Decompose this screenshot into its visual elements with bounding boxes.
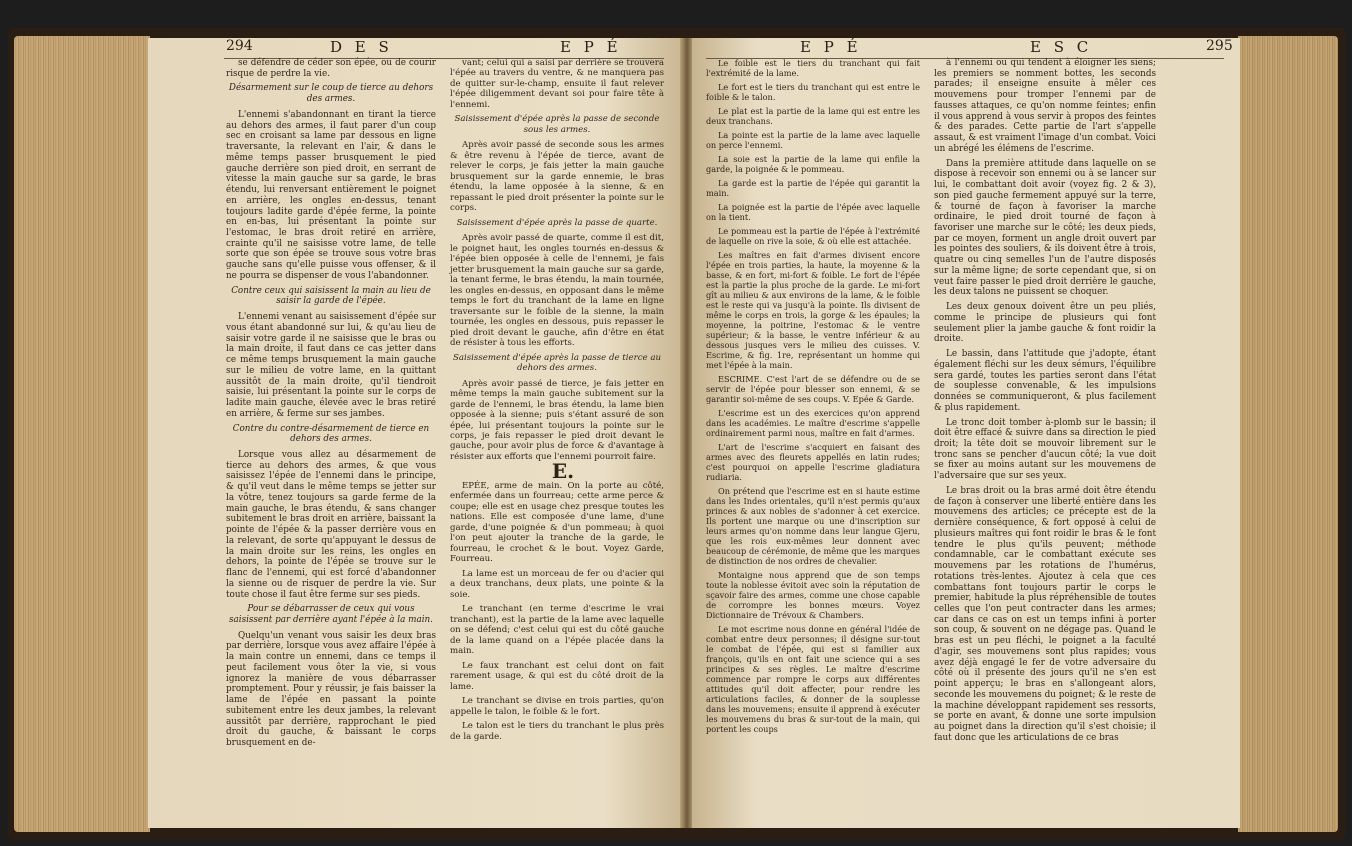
paragraph: La soie est la partie de la lame qui enfile la garde, la poignée & le pommeau. bbox=[706, 154, 920, 174]
paragraph: Le foible est le tiers du tranchant qui fait l'extrémité de la lame. bbox=[706, 58, 920, 78]
right-column-1 bbox=[706, 58, 920, 738]
section-letter: E. bbox=[551, 459, 575, 484]
left-col2-head: E P É bbox=[560, 38, 622, 56]
paragraph: vant; celui qui a saisi par derrière se trouvera l'épée au travers du ventre, & ne manquera pas de quitter sur-le-champ, ensuite il faut relever l'épée diligemment devant soi pour faire tête à l'ennemi. bbox=[450, 58, 664, 110]
paragraph: La poignée est la partie de l'épée avec laquelle on la tient. bbox=[706, 202, 920, 222]
paragraph: Le bras droit ou la bras armé doit être étendu de façon à conserver une liberté entière dans les mouvemens des articles; ce précepte est de la dernière conséquence, & fort opposé à celui de plusieurs maîtres qui font roidir le bras & le font tendre le plus qu'ils peuvent; méthode condamnable, car le combattant exécute ses mouvemens par les rotations de l'humérus, rotations très-lentes. Ajoutez à cela que ces combattans font toujours partir le corps le premier, habitude la plus répréhensible de toutes celles que l'on peut contracter dans les armes; car dans ce cas on est un temps infini à porter son coup, & souvent on ne dégage pas. Quand le bras est un peu fléchi, le poignet a la faculté d'agir, ses mouvemens sont plus rapides; vous avez déjà engagé le fer de votre adversaire du côté où il présente des jours qu'il ne s'en est point apperçu; le bras en s'allongeant alors, seconde les mouvemens du poignet; & le reste de la machine développant rapidement ses ressorts, se porte en avant, & donne une sorte impulsion au poignet dans la direction qu'il s'est choisie; il faut donc que les articulations de ce bras bbox=[934, 485, 1156, 743]
paragraph: Le pommeau est la partie de l'épée à l'extrémité de laquelle on rive la soie, & où elle est attachée. bbox=[706, 226, 920, 246]
paragraph: se défendre de céder son épée, ou de courir risque de perdre la vie. bbox=[226, 58, 436, 79]
paragraph: Le bassin, dans l'attitude que j'adopte, étant également fléchi sur les deux sémurs, l'équilibre sera gardé, toutes les parties seront dans l'état de souplesse convenable, & les impulsions données se communiqueront, & plus facilement & plus rapidement. bbox=[934, 349, 1156, 413]
paragraph: ESCRIME. C'est l'art de se défendre ou de se servir de l'épée pour blesser son ennemi, & se garantir soi-même de ses coups. V. Epée & Garde. bbox=[706, 374, 920, 404]
subheading: Saisissement d'épée après la passe de tierce au dehors des armes. bbox=[453, 352, 661, 374]
paragraph: Après avoir passé de seconde sous les armes & être revenu à l'épée de tierce, avant de relever le corps, je fais jetter la main gauche brusquement sur la garde ennemie, le bras étendu, la lame opposée à la sienne, & en repassant le pied droit présenter la pointe sur le corps. bbox=[450, 140, 664, 214]
left-column-1 bbox=[226, 58, 436, 753]
paragraph: L'ennemi venant au saisissement d'épée sur vous étant abandonné sur lui, & qu'au lieu de saisir votre garde il ne saisisse que le bras ou la main droite, il faut dans ce cas jetter dans ce même temps brusquement la main gauche sur le milieu de votre lame, en la quittant aussitôt de la main droite, qu'il tiendroit saisie, lui présentant la pointe sur le corps de ladite main gauche, élevée avec le bras retiré en arrière, & ferme sur ses jambes. bbox=[226, 312, 436, 419]
left-column-2 bbox=[450, 58, 664, 746]
paragraph: Le tronc doit tomber à-plomb sur le bassin; il doit être effacé & suivre dans sa direction le pied droit; la tête doit se mouvoir librement sur le tronc sans se pencher d'aucun côté; la vue doit se fixer au moins autant sur les mouvemens de l'adversaire que sur ses yeux. bbox=[934, 417, 1156, 482]
paragraph: Le mot escrime nous donne en général l'idée de combat entre deux personnes; il désigne sur-tout le combat de l'épée, qui est si familier aux françois, qu'ils en ont fait une science qui a ses principes & ses règles. Le maître d'escrime commence par rompre le corps aux différentes attitudes qu'il doit affecter, pour rendre les articulations faciles, & donner de la souplesse dans les mouvemens; ensuite il apprend à exécuter les mouvemens du bras & sur-tout de la main, qui portent les coups bbox=[706, 624, 920, 734]
subheading: Contre du contre-désarmement de tierce en dehors des armes. bbox=[232, 423, 430, 445]
paragraph: Quelqu'un venant vous saisir les deux bras par derrière, lorsque vous avez affaire l'épée à la main contre un ennemi, dans ce temps il peut facilement vous ôter la vie, si vous ignorez la manière de vous débarrasser promptement. Pour y réussir, je fais baisser la lame de l'épée en passant la pointe subitement entre les deux jambes, la relevant aussitôt par derrière, rapprochant le pied droit du gauche, & baissant le corps brusquement en de- bbox=[226, 630, 436, 749]
paragraph: La garde est la partie de l'épée qui garantit la main. bbox=[706, 178, 920, 198]
left-running-head: D E S bbox=[330, 38, 393, 56]
paragraph: L'escrime est un des exercices qu'on apprend dans les académies. Le maître d'escrime s'appelle ordinairement parmi nous, maître en fait d'armes. bbox=[706, 408, 920, 438]
right-page-number: 295 bbox=[1206, 38, 1233, 54]
subheading: Pour se débarrasser de ceux qui vous saisissent par derrière ayant l'épée à la main. bbox=[229, 604, 433, 625]
paragraph: Le faux tranchant est celui dont on fait rarement usage, & qui est du côté droit de la lame. bbox=[450, 660, 664, 692]
subheading: Contre ceux qui saisissent la main au lieu de saisir la garde de l'épée. bbox=[231, 285, 431, 307]
paragraph: On prétend que l'escrime est en si haute estime dans les Indes orientales, qu'il n'est permis qu'aux princes & aux nobles de s'adonner à cet exercice. Ils portent une marque ou une d'inscription sur leurs armes qu'on nomme dans leur langue Gjeru, que les rois eux-mêmes leur donnent avec beaucoup de cérémonie, de même que les marques de distinction de nos ordres de chevalier. bbox=[706, 486, 920, 566]
paragraph: à l'ennemi ou qui tendent à éloigner les siens; les premiers se nomment bottes, les seconds parades; il enseigne ensuite à mêler ces mouvemens pour tromper l'ennemi par de fausses attaques, ce qu'on nomme feintes; enfin il vous apprend à vous servir à propos des feintes & des parades. Cette partie de l'art s'appelle assaut, & est vraiment l'image d'un combat. Voici un abrégé les élémens de l'escrime. bbox=[934, 58, 1156, 154]
paragraph: EPÉE, arme de main. On la porte au côté, enfermée dans un fourreau; cette arme perce & coupe; elle est en usage chez presque toutes les nations. Elle est composée d'une lame, d'une garde, d'une poignée & d'un pommeau; à quoi l'on peut ajouter la tranche de la garde, le fourreau, le crochet & le bout. Voyez Garde, Fourreau. bbox=[450, 480, 664, 565]
paragraph: Le tranchant (en terme d'escrime le vrai tranchant), est la partie de la lame avec laquelle on se défend; c'est celui qui est du côté gauche de la lame quand on a l'épée placée dans la main. bbox=[450, 604, 664, 657]
paragraph: Montaigne nous apprend que de son temps toute la noblesse évitoit avec soin la réputation de sçavoir faire des armes, comme une chose capable de corrompre les bonnes mœurs. Voyez Dictionnaire de Trévoux & Chambers. bbox=[706, 570, 920, 620]
paragraph: Les maîtres en fait d'armes divisent encore l'épée en trois parties, la haute, la moyenne & la basse, & en fort, mi-fort & foible. Le fort de l'épée est la partie la plus proche de la garde. Le mi-fort gît au milieu & aux environs de la lame, & le foible est le reste qui va jusqu'à la pointe. Ils divisent de même le corps en trois, la gorge & les épaules; la moyenne, la poitrine, l'estomac & le ventre supérieur; & la basse, le ventre inférieur & au dessous jusques vers le milieu des cuisses. V. Escrime, & fig. 1re, représentant un homme qui met l'épée à la main. bbox=[706, 250, 920, 370]
paragraph: Le plat est la partie de la lame qui est entre les deux tranchans. bbox=[706, 106, 920, 126]
paragraph: Le talon est le tiers du tranchant le plus près de la garde. bbox=[450, 721, 664, 742]
right-column-2 bbox=[934, 58, 1156, 748]
paragraph: Lorsque vous allez au désarmement de tierce au dehors des armes, & que vous saisissez l'épée de l'ennemi dans le principe, & qu'il veut dans le même temps se jetter sur la vôtre, tenez toujours sa garde ferme de la main gauche, le bras étendu, & sans changer subitement le bras droit en arrière, baissant la pointe de l'épée & la passer derrière vous en la relevant, de sorte qu'appuyant le dessus de la main droite sur les reins, les ongles en dehors, la pointe de l'épée se trouve sur le flanc de l'ennemi, qui est forcé d'abandonner la sienne ou de risquer de perdre la vie. Sur toute chose il faut être ferme sur ses pieds. bbox=[226, 449, 436, 600]
paragraph: Le tranchant se divise en trois parties, qu'on appelle le talon, le foible & le fort. bbox=[450, 696, 664, 717]
paragraph: La pointe est la partie de la lame avec laquelle on perce l'ennemi. bbox=[706, 130, 920, 150]
subheading: Saisissement d'épée après la passe de seconde sous les armes. bbox=[454, 114, 660, 135]
subheading: Désarmement sur le coup de tierce au dehors des armes. bbox=[228, 83, 434, 105]
paragraph: L'art de l'escrime s'acquiert en faisant des armes avec des fleurets appellés en latin rudes; c'est pourquoi on appelle l'escrime gladiatura rudiaria. bbox=[706, 442, 920, 482]
paragraph: Après avoir passé de quarte, comme il est dit, le poignet haut, les ongles tournés en-dessus & l'épée bien opposée à celle de l'ennemi, je fais jetter brusquement la main gauche sur sa garde, la tenant ferme, le bras étendu, la main tournée, les ongles en-dessus, en opposant dans le même temps le fort du tranchant de la lame en ligne traversante sur le foible de la sienne, la main tournée, les ongles en dessous, puis repasser le pied droit devant le gauche, afin d'être en état de résister à tous les efforts. bbox=[450, 233, 664, 349]
page-edges-left bbox=[14, 36, 150, 832]
right-running-head-left: E P É bbox=[800, 38, 862, 56]
paragraph: Les deux genoux doivent être un peu pliés, comme le principe de plusieurs qui font seulement plier la jambe gauche & font roidir la droite. bbox=[934, 302, 1156, 345]
right-running-head-right: E S C bbox=[1030, 38, 1093, 56]
paragraph: La lame est un morceau de fer ou d'acier qui a deux tranchans, deux plats, une pointe & la soie. bbox=[450, 568, 664, 600]
left-page-number: 294 bbox=[226, 38, 253, 54]
paragraph: Après avoir passé de tierce, je fais jetter en même temps la main gauche subitement sur la garde de l'ennemi, le bras étendu, la lame bien opposée à la sienne; puis s'étant assuré de son épée, lui présentant toujours la pointe sur le corps, je fais repasser le pied droit devant le gauche, pour avoir plus de force & d'avantage à résister aux efforts que l'ennemi pourroit faire. bbox=[450, 378, 664, 462]
page-edges-right bbox=[1238, 36, 1338, 832]
paragraph: L'ennemi s'abandonnant en tirant la tierce au dehors des armes, il faut parer d'un coup sec en croisant sa lame par dessous en ligne traversante, la relevant en l'air, & dans le même temps passer brusquement le pied gauche derrière son pied droit, en serrant de vitesse la main gauche sur sa garde, le bras étendu, lui renversant entièrement le poignet en arrière, les ongles en-dessus, tenant toujours ladite garde d'épée ferme, la pointe en en-bas, lui présentant la pointe sur l'estomac, le bras droit retiré en arrière, crainte qu'il ne saisisse votre lame, de telle sorte que son épée se trouve sous votre bras gauche sans qu'elle puisse vous offenser, & il ne pourra se dispenser de vous l'abandonner. bbox=[226, 109, 436, 281]
paragraph: Le fort est le tiers du tranchant qui est entre le foible & le talon. bbox=[706, 82, 920, 102]
subheading: Saisissement d'épée après la passe de quarte. bbox=[456, 217, 658, 228]
paragraph: Dans la première attitude dans laquelle on se dispose à recevoir son ennemi ou à se lancer sur lui, le combattant doit avoir (voyez fig. 2 & 3), son pied gauche fermement appuyé sur la terre, & tourné de façon à favoriser la marche ordinaire, le pied droit tourné de façon à favoriser une marche sur le côté; les deux pieds, par ce moyen, forment un angle droit ouvert par les pointes des souliers, & ils doivent être à trois, quatre ou cinq semelles l'un de l'autre disposés sur la même ligne; de sorte cependant que, si on veut faire passer le pied droit derrière le gauche, les deux talons ne puissent se choquer. bbox=[934, 158, 1156, 298]
